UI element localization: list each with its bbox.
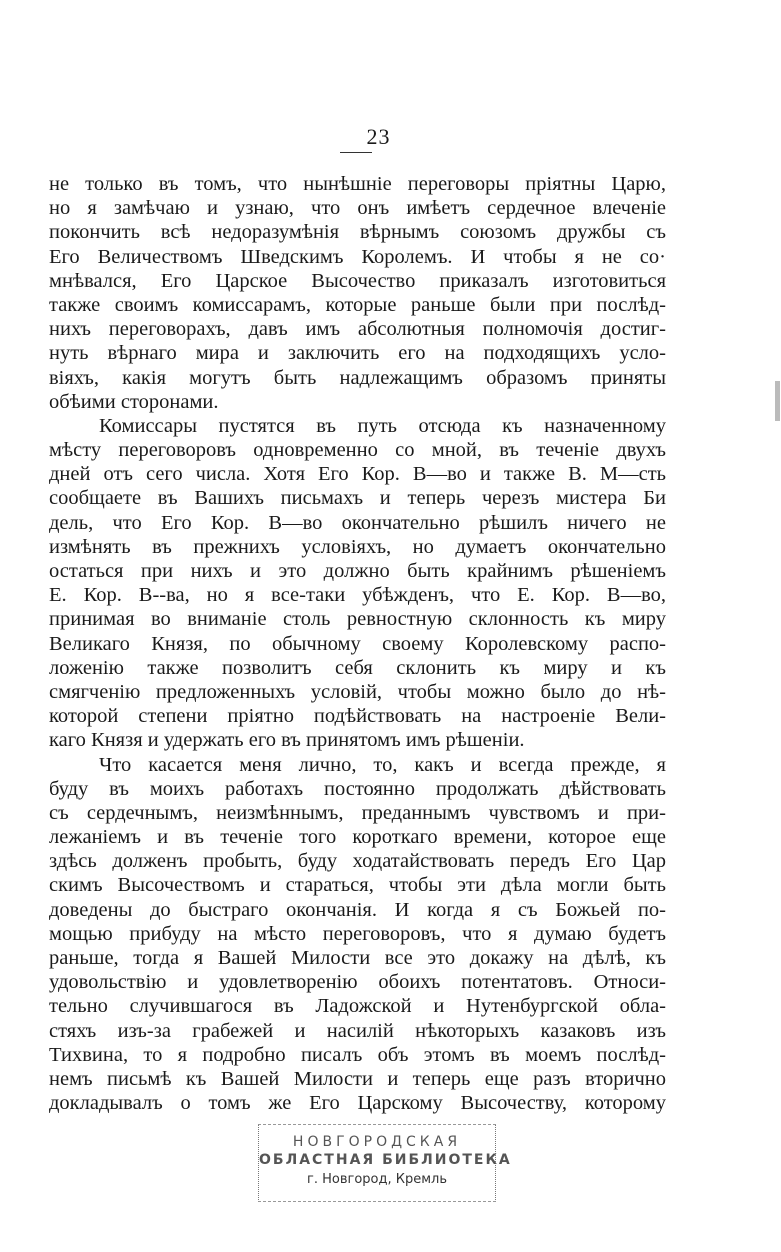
library-stamp bbox=[258, 1124, 512, 1202]
text-line: принимая во вниманіе столь ревностную склонность къ миру bbox=[49, 608, 666, 631]
text-line: удовольствію и удовлетворенію обоихъ потентатовъ. Относи- bbox=[49, 971, 666, 994]
text-line: обѣими сторонами. bbox=[49, 390, 219, 413]
text-line: скимъ Высочествомъ и стараться, чтобы эти дѣла могли быть bbox=[49, 874, 666, 897]
text-line: Е. Кор. В--ва, но я все-таки убѣжденъ, что Е. Кор. В—во, bbox=[49, 584, 666, 607]
page-number: 23 bbox=[366, 124, 391, 149]
text-line: но я замѣчаю и узнаю, что онъ имѣетъ сердечное влеченіе bbox=[49, 197, 666, 220]
text-line: нихъ переговорахъ, давъ имъ абсолютныя полномочія достиг- bbox=[49, 318, 666, 341]
text-line: сообщаете въ Вашихъ письмахъ и теперь черезъ мистера Би bbox=[49, 487, 666, 510]
text-line: докладывалъ о томъ же Его Царскому Высочеству, которому bbox=[49, 1092, 666, 1115]
text-line: тельно случившагося въ Ладожской и Нутенбургской обла- bbox=[49, 995, 666, 1018]
stamp-line-3: г. Новгород, Кремль bbox=[307, 1172, 447, 1187]
margin-mark bbox=[775, 381, 780, 421]
text-line: немъ письмѣ къ Вашей Милости и теперь еще разъ вторично bbox=[49, 1067, 666, 1090]
text-line: ложенію также позволитъ себя склонить къ миру и къ bbox=[49, 656, 666, 679]
stamp-line-1: НОВГОРОДСКАЯ bbox=[292, 1134, 462, 1150]
text-line: раньше, тогда я Вашей Милости все это докажу на дѣлѣ, къ bbox=[49, 947, 666, 969]
text-line: доведены до быстраго окончанія. И когда я съ Божьей по- bbox=[49, 898, 666, 921]
text-line: Что касается меня лично, то, какъ и всегда прежде, я bbox=[99, 753, 666, 776]
text-line: буду въ моихъ работахъ постоянно продолжать дѣйствовать bbox=[49, 777, 666, 800]
text-line: Его Величествомъ Шведскимъ Королемъ. И чтобы я не со· bbox=[49, 245, 666, 268]
text-line: Великаго Князя, по обычному своему Королевскому распо- bbox=[49, 632, 666, 655]
text-line: віяхъ, какія могутъ быть надлежащимъ образомъ приняты bbox=[49, 366, 666, 389]
text-line: дней отъ сего числа. Хотя Его Кор. В—во и также В. М—сть bbox=[49, 463, 666, 486]
text-line: мощью прибуду на мѣсто переговоровъ, что я думаю будетъ bbox=[49, 922, 666, 945]
text-line: лежаніемъ и въ теченіе того короткаго времени, которое еще bbox=[49, 826, 666, 849]
text-line: Комиссары пустятся въ путь отсюда къ назначенному bbox=[99, 414, 666, 437]
text-line: съ сердечнымъ, неизмѣннымъ, преданнымъ чувствомъ и при- bbox=[49, 801, 666, 824]
body-text bbox=[49, 172, 666, 1115]
text-line: мѣсту переговоровъ одновременно со мной, въ теченіе двухъ bbox=[49, 439, 666, 462]
text-line: стяхъ изъ-за грабежей и насилій нѣкоторыхъ казаковъ изъ bbox=[49, 1019, 666, 1042]
page-number-underline bbox=[340, 152, 372, 153]
text-line: нуть вѣрнаго мира и заключить его на подходящихъ усло- bbox=[49, 342, 666, 365]
text-line: покончить всѣ недоразумѣнія вѣрнымъ союзомъ дружбы съ bbox=[49, 221, 666, 244]
text-line: здѣсь долженъ пробыть, буду ходатайствовать передъ Его Цар bbox=[49, 850, 666, 873]
text-line: дель, что Его Кор. В—во окончательно рѣшилъ ничего не bbox=[49, 511, 666, 534]
text-line: смягченію предложенныхъ условій, чтобы можно было до нѣ- bbox=[49, 680, 666, 703]
text-line: остаться при нихъ и это должно быть крайнимъ рѣшеніемъ bbox=[49, 560, 666, 582]
text-line: мнѣвался, Его Царское Высочество приказалъ изготовиться bbox=[49, 269, 666, 292]
stamp-line-2: ОБЛАСТНАЯ БИБЛИОТЕКА bbox=[259, 1152, 512, 1168]
text-line: также своимъ комиссарамъ, которые раньше были при послѣд- bbox=[49, 293, 666, 316]
text-line: которой степени пріятно подѣйствовать на настроеніе Вели- bbox=[49, 705, 666, 728]
text-line: каго Князя и удержать его въ принятомъ имъ рѣшеніи. bbox=[49, 729, 525, 752]
text-line: измѣнять въ прежнихъ условіяхъ, но думаетъ окончательно bbox=[49, 535, 666, 558]
text-line: не только въ томъ, что нынѣшніе переговоры пріятны Царю, bbox=[49, 173, 666, 195]
text-line: Тихвина, то я подробно писалъ объ этомъ въ моемъ послѣд- bbox=[49, 1043, 666, 1066]
